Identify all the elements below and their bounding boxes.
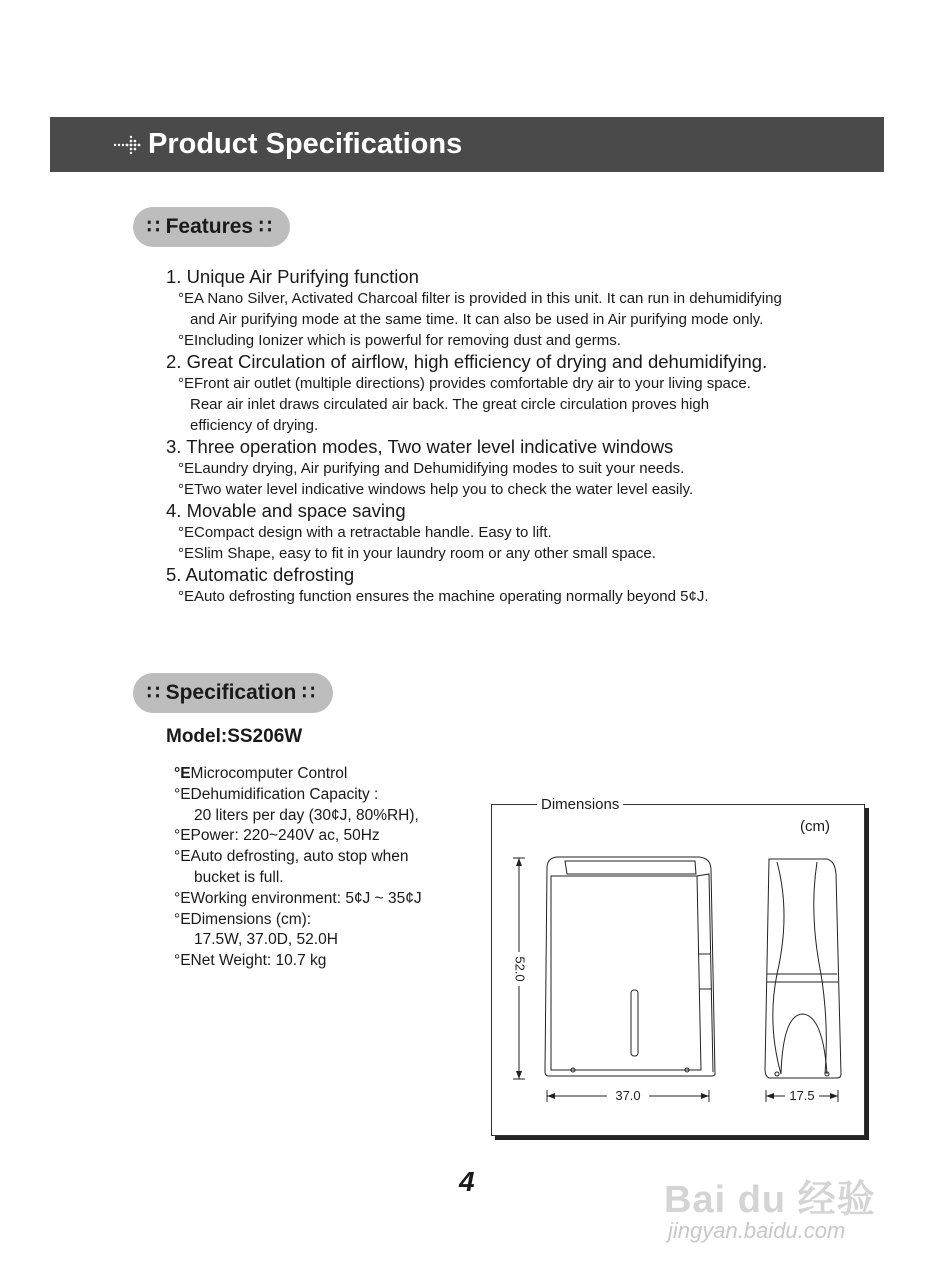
specification-heading	[133, 673, 333, 713]
features-label: Features	[165, 215, 254, 238]
wheel	[775, 1072, 779, 1076]
dots-icon: ∷	[258, 216, 272, 238]
watermark-url: jingyan.baidu.com	[668, 1218, 846, 1243]
feature-title: 1. Unique Air Purifying function	[166, 266, 419, 287]
side-view-curve	[773, 862, 784, 1074]
water-level-window	[631, 990, 638, 1056]
page-number: 4	[459, 1166, 475, 1197]
watermark-logo: Bai du 经验	[664, 1179, 876, 1221]
spec-line: 17.5W, 37.0D, 52.0H	[194, 931, 338, 949]
side-view-band	[767, 974, 838, 982]
dots-icon: ∷	[147, 216, 160, 238]
feature-title: 5. Automatic defrosting	[166, 564, 355, 585]
width-value: 17.5	[789, 1088, 815, 1103]
spec-line: °EAuto defrosting, auto stop when	[174, 848, 409, 866]
bullet-prefix: °E	[174, 765, 191, 782]
spec-line: °EPower: 220~240V ac, 50Hz	[174, 827, 380, 845]
feature-title: 3. Three operation modes, Two water level indicative windows	[166, 436, 674, 457]
feature-line: °EA Nano Silver, Activated Charcoal filter is provided in this unit. It can run in dehumidifying	[178, 290, 782, 307]
dimensions-unit: (cm)	[800, 818, 830, 835]
feature-line: °EAuto defrosting function ensures the machine operating normally beyond 5¢J.	[178, 588, 709, 605]
feature-line: °ETwo water level indicative windows help you to check the water level easily.	[178, 481, 694, 498]
dots-icon: ∷	[147, 682, 160, 704]
feature-title: 4. Movable and space saving	[166, 500, 406, 521]
spec-line: °ENet Weight: 10.7 kg	[174, 952, 327, 970]
spec-line: °EWorking environment: 5¢J ~ 35¢J	[174, 889, 422, 907]
spec-line: °EDehumidification Capacity :	[174, 785, 379, 803]
feature-line: °EFront air outlet (multiple directions) provides comfortable dry air to your living space.	[178, 375, 751, 392]
feature-line: °EIncluding Ionizer which is powerful for removing dust and germs.	[178, 332, 621, 349]
depth-value: 37.0	[615, 1088, 641, 1103]
front-view-handle	[565, 861, 696, 874]
dots-icon: ∷	[302, 682, 315, 704]
spec-line: bucket is full.	[194, 868, 284, 886]
features-list	[166, 266, 886, 607]
feature-title: 2. Great Circulation of airflow, high efficiency of drying and dehumidifying.	[166, 351, 768, 372]
spec-text: Microcomputer Control	[190, 765, 348, 782]
height-value: 52.0	[512, 956, 528, 982]
arrow-icon	[112, 132, 144, 158]
spec-line: °EDimensions (cm):	[174, 910, 312, 928]
feature-line: °ELaundry drying, Air purifying and Dehumidifying modes to suit your needs.	[178, 460, 685, 477]
model-name: Model:SS206W	[166, 726, 303, 747]
spec-list	[174, 764, 422, 972]
feature-line: and Air purifying mode at the same time. It can also be used in Air purifying mode only.	[190, 311, 764, 328]
dimensions-drawing	[491, 804, 865, 1136]
side-view-outline	[765, 859, 841, 1078]
feature-line: Rear air inlet draws circulated air back. The great circle circulation proves high	[190, 396, 710, 413]
feature-line: °ECompact design with a retractable handle. Easy to lift.	[178, 524, 552, 541]
side-view-arch	[781, 1014, 827, 1074]
spec-line: 20 liters per day (30¢J, 80%RH),	[194, 806, 419, 824]
spec-line	[174, 764, 422, 785]
front-view-side-detail	[698, 954, 712, 989]
front-view-panel	[551, 876, 701, 1070]
page-header	[50, 117, 884, 172]
features-heading	[133, 207, 290, 247]
specification-label: Specification	[165, 681, 297, 704]
feature-line: °ESlim Shape, easy to fit in your laundry room or any other small space.	[178, 545, 656, 562]
page-title: Product Specifications	[148, 128, 463, 160]
dimensions-title: Dimensions	[537, 796, 623, 813]
feature-line: efficiency of drying.	[190, 417, 319, 434]
side-view-curve	[814, 862, 827, 1074]
front-view-outline	[545, 857, 715, 1076]
